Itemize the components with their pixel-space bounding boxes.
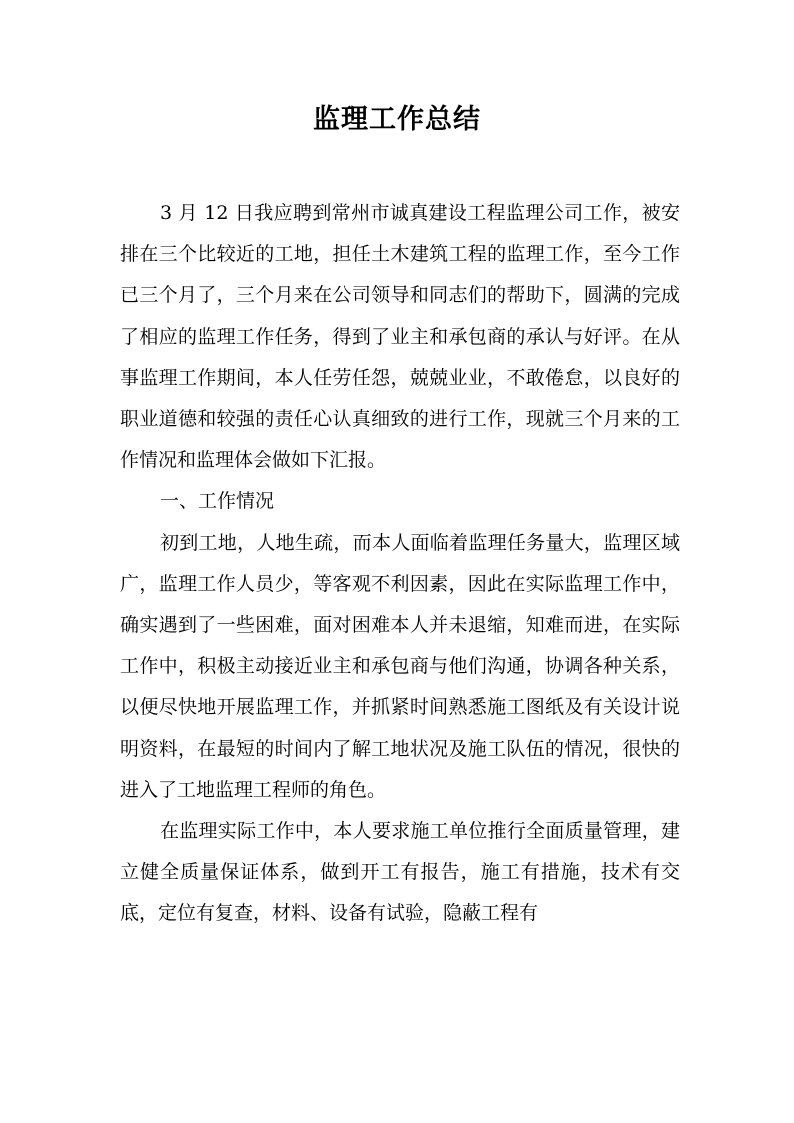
section-heading-work-situation: 一、工作情况 [160, 490, 275, 513]
paragraph-intro: 3 月 12 日我应聘到常州市诚真建设工程监理公司工作，被安排在三个比较近的工地，担任土木建筑工程的监理工作，至今工作已三个月了，三个月来在公司领导和同志们的帮助下，圆满的完成了相应的监理工作任务，得到了业主和承包商的承认与好评。在从事监理工作期间，本人任劳任怨，兢兢业业，不敢倦怠，以良好的职业道德和较强的责任心认真细致的进行工作，现就三个月来的工作情况和监理体会做如下汇报。 [120, 202, 680, 472]
document-body [120, 193, 680, 935]
paragraph-initial-work: 初到工地，人地生疏，而本人面临着监理任务量大，监理区域广，监理工作人员少，等客观不利因素，因此在实际监理工作中，确实遇到了一些困难，面对困难本人并未退缩，知难而进，在实际工作中，积极主动接近业主和承包商与他们沟通，协调各种关系，以便尽快地开展监理工作，并抓紧时间熟悉施工图纸及有关设计说明资料，在最短的时间内了解工地状况及施工队伍的情况，很快的进入了工地监理工程师的角色。 [120, 531, 680, 801]
paragraph-quality-management: 在监理实际工作中，本人要求施工单位推行全面质量管理，建立健全质量保证体系，做到开工有报告，施工有措施，技术有交底，定位有复查，材料、设备有试验，隐蔽工程有 [120, 820, 680, 925]
document-title: 监理工作总结 [313, 104, 481, 135]
